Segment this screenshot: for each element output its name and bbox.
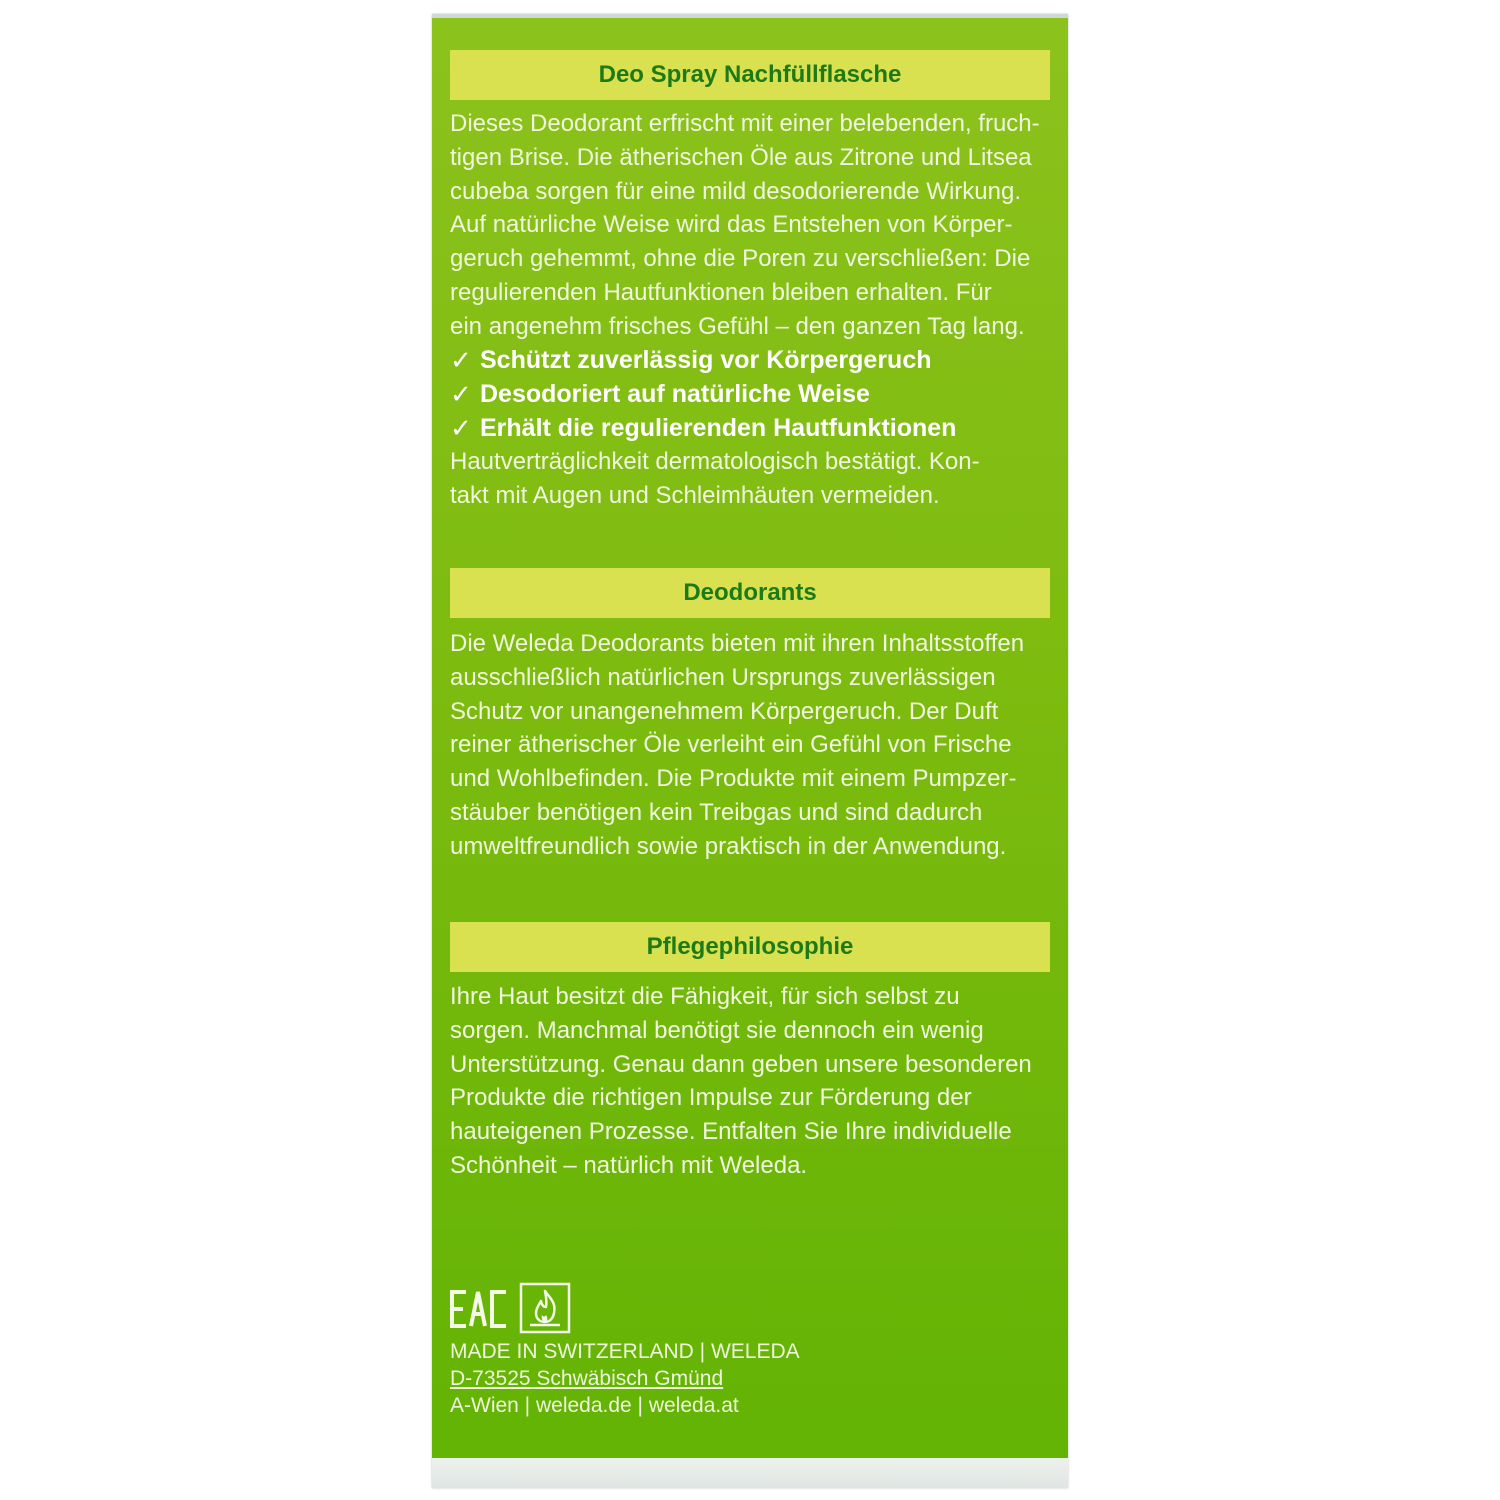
section-header-deo-spray	[450, 50, 1050, 100]
text-line: Ihre Haut besitzt die Fähigkeit, für sich selbst zu	[450, 983, 960, 1010]
benefit-item	[450, 412, 1050, 446]
footer-line-websites: A-Wien | weleda.de | weleda.at	[450, 1394, 739, 1417]
text-line: ausschließlich natürlichen Ursprungs zuverlässigen	[450, 663, 996, 691]
footer-line-origin: MADE IN SWITZERLAND | WELEDA	[450, 1340, 800, 1363]
benefit-list	[450, 344, 1050, 445]
benefit-text: Erhält die regulierenden Hautfunktionen	[480, 413, 957, 442]
text-line: cubeba sorgen für eine mild desodorierende Wirkung.	[450, 177, 1021, 205]
text-line: Schutz vor unangenehmem Körpergeruch. Der Duft	[450, 697, 999, 725]
text-line: Dieses Deodorant erfrischt mit einer belebenden, fruch-	[450, 110, 1040, 137]
bottom-fold	[432, 1458, 1068, 1488]
section-header-deodorants	[450, 568, 1050, 618]
text-line: Schönheit – natürlich mit Weleda.	[450, 1151, 808, 1179]
section-header-pflegephilosophie	[450, 922, 1050, 972]
text-line: Auf natürliche Weise wird das Entstehen von Körper-	[450, 211, 1013, 239]
eac-icon	[448, 1282, 512, 1336]
text-line: regulierenden Hautfunktionen bleiben erhalten. Für	[450, 278, 992, 306]
text-line: takt mit Augen und Schleimhäuten vermeiden.	[450, 481, 940, 509]
benefit-item	[450, 344, 1050, 378]
footer-line-address: D-73525 Schwäbisch Gmünd	[450, 1367, 724, 1390]
benefit-item	[450, 378, 1050, 412]
text-line: Hautverträglichkeit dermatologisch bestätigt. Kon-	[450, 448, 980, 475]
section-text-deo-spray	[450, 107, 1050, 344]
text-line: Produkte die richtigen Impulse zur Förderung der	[450, 1084, 972, 1112]
package-back-panel	[432, 14, 1068, 1488]
text-line: Unterstützung. Genau dann geben unsere besonderen	[450, 1050, 1032, 1078]
section-text-deodorants	[450, 627, 1050, 864]
benefit-text: Schützt zuverlässig vor Körpergeruch	[480, 346, 932, 375]
text-line: sorgen. Manchmal benötigt sie dennoch ein wenig	[450, 1016, 984, 1044]
text-line: hauteigenen Prozesse. Entfalten Sie Ihre individuelle	[450, 1118, 1012, 1146]
section-text-safety	[450, 445, 1050, 513]
text-line: umweltfreundlich sowie praktisch in der Anwendung.	[450, 832, 1007, 860]
text-line: reiner ätherischer Öle verleiht ein Gefühl von Frische	[450, 731, 1012, 759]
checkmark-icon: ✓	[450, 412, 472, 443]
section-title: Pflegephilosophie	[646, 933, 854, 960]
text-line: Die Weleda Deodorants bieten mit ihren Inhaltsstoffen	[450, 630, 1025, 657]
checkmark-icon: ✓	[450, 345, 472, 376]
text-line: geruch gehemmt, ohne die Poren zu verschließen: Die	[450, 245, 1031, 273]
text-line: und Wohlbefinden. Die Produkte mit einem Pumpzer-	[450, 765, 1017, 793]
section-title: Deodorants	[683, 579, 817, 606]
section-text-pflegephilosophie	[450, 980, 1050, 1183]
text-line: ein angenehm frisches Gefühl – den ganzen Tag lang.	[450, 312, 1025, 340]
text-line: tigen Brise. Die ätherischen Öle aus Zitrone und Litsea	[450, 143, 1032, 171]
section-title: Deo Spray Nachfüllflasche	[598, 61, 902, 88]
flammable-icon	[518, 1281, 572, 1335]
manufacturer-info	[450, 1338, 1050, 1419]
checkmark-icon: ✓	[450, 379, 472, 410]
benefit-text: Desodoriert auf natürliche Weise	[480, 380, 870, 409]
top-fold	[432, 14, 1068, 18]
text-line: stäuber benötigen kein Treibgas und sind dadurch	[450, 798, 983, 826]
